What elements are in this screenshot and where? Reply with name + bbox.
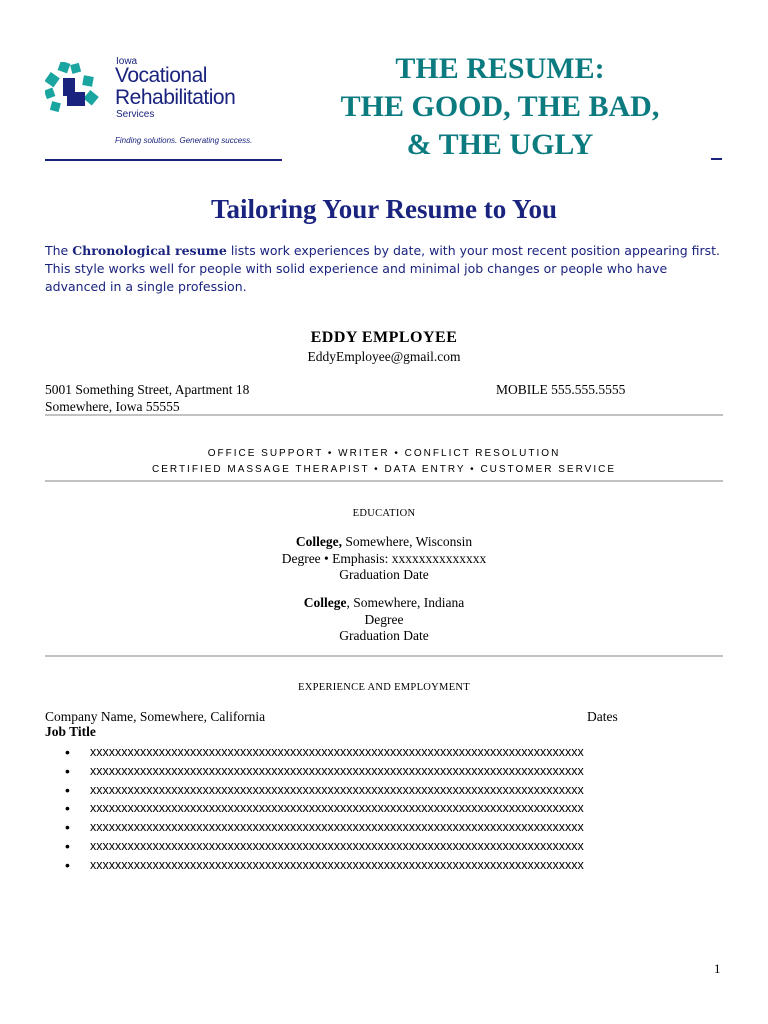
list-item: • xxxxxxxxxxxxxxxxxxxxxxxxxxxxxxxxxxxxxxxxxxxxxxxxxxxxxxxxxxxxxxxxxxxxxxxxxxxxxxx	[65, 856, 584, 875]
experience-dates: Dates	[587, 709, 618, 724]
document-title	[300, 50, 700, 164]
intro-rest: lists work experiences by date, with your most recent position appearing first. This style works well for people with solid experience and minimal job changes or people who have advanced in a single profession.	[45, 243, 721, 294]
resume-mobile: MOBILE 555.555.5555	[496, 382, 626, 397]
education-entry-1-school	[0, 534, 768, 550]
logo-mark-icon	[45, 62, 99, 116]
logo-line-rehabilitation: Rehabilitation	[115, 86, 236, 109]
resume-email: EddyEmployee@gmail.com	[307, 349, 461, 364]
resume-address-line-2: Somewhere, Iowa 55555	[45, 399, 180, 414]
education-school-2: College	[303, 595, 347, 610]
list-item: • xxxxxxxxxxxxxxxxxxxxxxxxxxxxxxxxxxxxxxxxxxxxxxxxxxxxxxxxxxxxxxxxxxxxxxxxxxxxxxx	[65, 818, 584, 837]
list-item: • xxxxxxxxxxxxxxxxxxxxxxxxxxxxxxxxxxxxxxxxxxxxxxxxxxxxxxxxxxxxxxxxxxxxxxxxxxxxxxx	[65, 762, 584, 781]
resume-address-line-1: 5001 Something Street, Apartment 18	[45, 382, 250, 397]
experience-company: Company Name, Somewhere, California	[45, 709, 266, 724]
skills-line-2: CERTIFIED MASSAGE THERAPIST • DATA ENTRY • CUSTOMER SERVICE	[152, 464, 616, 475]
list-item: • xxxxxxxxxxxxxxxxxxxxxxxxxxxxxxxxxxxxxxxxxxxxxxxxxxxxxxxxxxxxxxxxxxxxxxxxxxxxxxx	[65, 781, 584, 800]
experience-heading: EXPERIENCE AND EMPLOYMENT	[298, 682, 470, 693]
vocational-rehabilitation-logo	[45, 56, 285, 156]
divider-contact	[45, 414, 723, 416]
experience-bullet-list	[65, 743, 584, 875]
education-location-2: , Somewhere, Indiana	[346, 595, 465, 610]
education-heading: EDUCATION	[352, 508, 416, 519]
intro-bold-term: Chronological resume	[72, 243, 227, 258]
divider-education	[45, 655, 723, 657]
education-graduation-2: Graduation Date	[339, 628, 429, 643]
logo-line-vocational: Vocational	[115, 64, 207, 87]
page-number: 1	[714, 961, 721, 976]
title-line-1: THE RESUME:	[395, 52, 605, 85]
title-line-2: THE GOOD, THE BAD,	[340, 90, 660, 123]
logo-line-services: Services	[116, 109, 155, 120]
list-item: • xxxxxxxxxxxxxxxxxxxxxxxxxxxxxxxxxxxxxxxxxxxxxxxxxxxxxxxxxxxxxxxxxxxxxxxxxxxxxxx	[65, 799, 584, 818]
education-degree-1: Degree • Emphasis: xxxxxxxxxxxxxx	[281, 551, 487, 566]
list-item: • xxxxxxxxxxxxxxxxxxxxxxxxxxxxxxxxxxxxxxxxxxxxxxxxxxxxxxxxxxxxxxxxxxxxxxxxxxxxxxx	[65, 837, 584, 856]
logo-underline	[45, 159, 282, 161]
intro-prefix: The	[45, 243, 73, 258]
list-item: • xxxxxxxxxxxxxxxxxxxxxxxxxxxxxxxxxxxxxxxxxxxxxxxxxxxxxxxxxxxxxxxxxxxxxxxxxxxxxxx	[65, 743, 584, 762]
education-school-1: College,	[295, 534, 343, 549]
education-entry-2-school	[0, 595, 768, 611]
section-subtitle: Tailoring Your Resume to You	[210, 194, 558, 224]
resume-name: EDDY EMPLOYEE	[310, 329, 458, 346]
logo-tagline: Finding solutions. Generating success.	[115, 136, 253, 145]
title-line-3: & THE UGLY	[406, 128, 594, 161]
skills-line-1: OFFICE SUPPORT • WRITER • CONFLICT RESOLUTION	[207, 448, 561, 459]
education-graduation-1: Graduation Date	[339, 567, 429, 582]
intro-paragraph	[45, 242, 725, 296]
experience-job-title: Job Title	[45, 724, 96, 739]
divider-skills	[45, 480, 723, 482]
education-location-1: Somewhere, Wisconsin	[342, 534, 473, 549]
education-degree-2: Degree	[364, 612, 404, 627]
title-rule	[711, 158, 722, 160]
logo-state-text: Iowa	[116, 56, 138, 67]
